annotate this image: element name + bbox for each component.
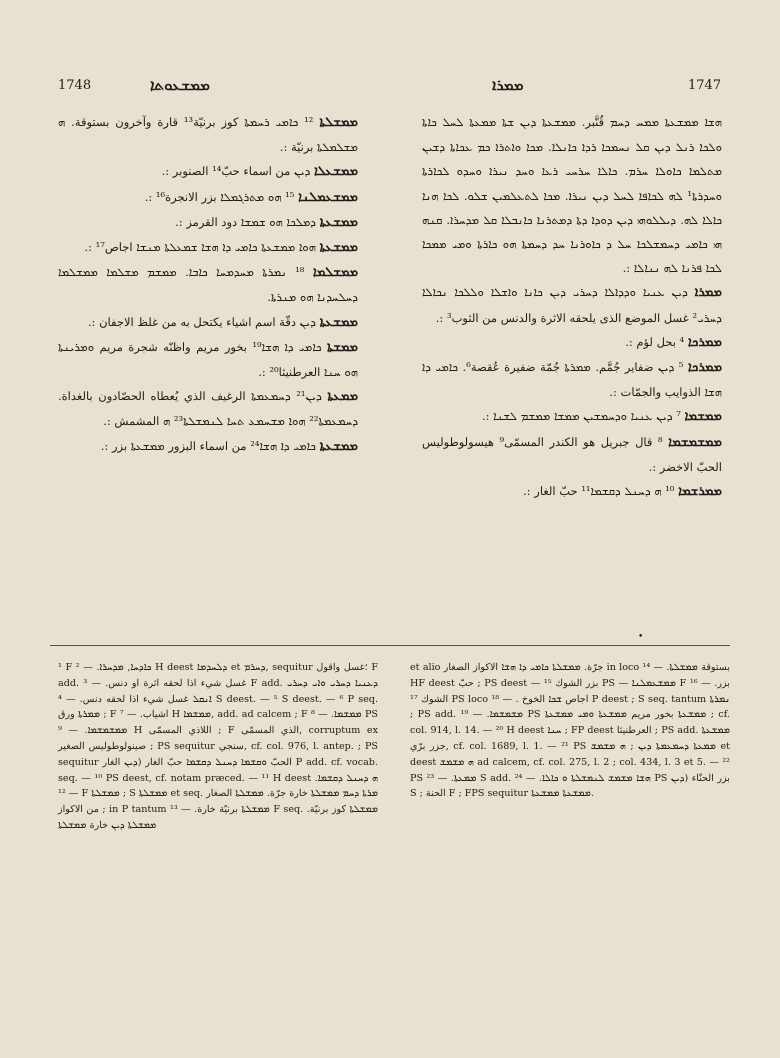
entry-lemma: ܡܡܫܥܬܐ — [319, 314, 358, 330]
right-page-number: 1747 — [688, 78, 722, 93]
entry-lemma: ܡܡܥܬܐ — [327, 389, 359, 405]
entry-text: ܕܝܢ ܥܢܝܐ ܘܕܕܐܠܐ ܕܚܪܝ ܕܝܢ ܟܐܢܐ ܘܐܫܠܐ ܘܠܠܟܐ ܢܟܐܠܐ ܕܚܪܝ² غسل الموضع الذى يلحقه الاثرة والدنس من الثوب³ :. — [422, 285, 722, 325]
entry — [58, 310, 358, 335]
entry-lemma: ܡܡܫܡܐ — [684, 409, 722, 425]
entry-lemma: ܡܡܫܠܬܐ — [319, 115, 358, 130]
entry-lemma: ܡܡܫܥܬܐ — [319, 214, 358, 230]
right-column — [422, 110, 722, 504]
entry — [58, 384, 358, 433]
entry-text: ⁵ ܕܝܢ ضفاير جُمَّم. ܡܡܪܬܐ جُمّة ضفيرة عُقصة⁶. ܟܐܡܝ ܕܐ ܗܫܐ الذوايب والجمّات :. — [422, 360, 722, 400]
entry-text: ܕܝܢ من اسماء حبّ¹⁴ الصنوبر :. — [161, 164, 311, 179]
entry — [58, 210, 358, 235]
entry — [422, 330, 722, 355]
entry-text: ¹⁵ ܗܘ ܡܬܪܓܡܠܐ بزر الانجرة¹⁶ :. — [144, 189, 295, 204]
entry — [58, 159, 358, 184]
entry — [58, 235, 358, 260]
entry-text: ܕܝܢ دقّة اسم اشياء يكتحل به من غلظ الاجفان :. — [87, 314, 316, 329]
entry — [422, 110, 722, 280]
entry — [58, 434, 358, 459]
entry-lemma: ܡܡܫܥܠܐ — [313, 164, 358, 180]
entry-text: ܕܡܠܟܐ ܗܘ ܫܡܫܐ دود القرمز :. — [175, 214, 316, 229]
ornament-dot: • — [638, 632, 644, 642]
entry — [422, 430, 722, 479]
entry — [422, 280, 722, 329]
entry — [422, 479, 722, 504]
entry-text: ܕܝܢ²¹ ܕܚܡܥܡܬܐ الرغيف الذي يُعطاه الحصّادون بالغداة. ܕܚܡܥܡܬܐ²² ܗܘܐ ܡܫܚܡܥ ܬܚܐ ܠܢܡܫܠܬܐ²³ ܗ المشمش :. — [58, 389, 358, 429]
entry-lemma: ܡܡܪܐ — [694, 285, 722, 301]
entry — [422, 404, 722, 429]
entry-text: ¹⁸ ܢܡܪܬܐ ܡܚܕܡܚܐ ܟܐܒܐ. ܡܡܫܡ ܡܫܠܡܐ ܡܡܫܠܡܐ ܕܚܠܚܕܢܐ ܗܘ ܡܢܪܬܐ. — [58, 265, 358, 305]
page-header — [0, 70, 780, 100]
entry-text: ܗܫܐ ܡܡܫܥܬܐ ܡܡܚ ܕܚܡ قُنَّبر. ܡܡܫܥܬܐ ܕܝܢ ܫܬܐ ܡܡܥܬܐ ܠܚܠ ܟܐܬܐ ܘܠܟܐ ܪܢܠ ܕܝܢ ܩܠ ܢܚܡܟܐ ܪܕܐ ܟܐܢܠܐ. ܡܟܐ ܘܐܬܪܐ ܟܡ ܥܟܐܬܐ ܕܫܝܢ ܡܬܠܡܐ ܟܐܘܠܐ ܚܪܡ. ܟܐܠܐ ܚܪܚܝ ܪܥܐ ܘܚܕ ܢܝܪܐ ܘܚܕܘ ܠܟܐܪܬܐ ܘܚܕܪܬܐ¹ ܠܗ ܠܟܐܦܐ ܠܚܠ ܕܝܢ ܢܝܪܐ. ܡܟܐ ܠܬܥܠܡܝܢ ܫܠܘ. ܠܟܐ ܗܢܐ ܟܐܠܐ ܠܗ. ܕܝܠܠܘܗܝ ܕܝܢ ܕܘܕܐ ܕܬܐ ܕܡܬܪܢܐ ܟܐܢܒܠܐ ܩܠ ܡܕܚܪܐ. ܩܢܗ ܗܝ ܟܐܡܝ ܕܚܡܫܠܟܐ ܚܠ ܕ ܟܐܘܪܢܐ ܚܕ ܕܚܡܬܐ ܗܘ ܟܐܪܬܐ ܘܡܝ ܡܡܟܐ ܠܟܐ ܦܪܢܐ ܠܗ ܢܢܐܠܐ :. — [422, 115, 722, 276]
left-page-number: 1748 — [58, 78, 92, 93]
entry-text: ¹² ܟܐܡܝ ܪܚܡܬܐ كوز برنيّة¹³ قارة وآخرون بستوقة. ܗ ܡܫܠܡܠܬܐ برنيّة :. — [58, 115, 358, 155]
entry-text: ¹⁰ ܗ ܕܚܢܠ ܕܩܫܡܐ¹¹ حبّ الغار :. — [523, 484, 675, 499]
entry — [58, 185, 358, 210]
entry-lemma: ܡܡܪܟܐ — [687, 360, 723, 376]
entry-text: ⁸ قال جبريل هو الكندر المسمّى⁹ هيسولوطوليس الحبّ الاخضر :. — [422, 434, 722, 474]
entry-lemma: ܡܡܪܟܐ — [687, 334, 722, 350]
footnotes-left: ¹ F ܟܐܕܚܐ, ܡܕܚܪܐ. — ² H deest ܕܠܚܕܡܐ et ܕܚܪܡ, sequitur ؛غسل واقول F add. غسل شيء اذا لحقه اثرة او دنس. — ³ F add. ܕܥܢܝܐ ܕܚܪܝ ܘܐܝ ܕܚܪܝ ܐܢܩܠ غسل شيء اذا لحقه دنس. — ⁴ S deest. — ⁵ S deest. — ⁶ P seq. ܡܡܪܬܐ ورق ; F اشياب. — ⁷ H ܡܡܫܡܐ, add. ad calcem ; F ܡܡܫܡܐ. — ⁸ PS ܡܡܫܡܫܡܐ. — ⁹ H اللاذي المسمّى ; F الذي المسمّى, corruptum ex صينولوطوليس الصغير ; PS sequitur سنجي, cf. col. 976, l. antep. ; PS sequitur الحبّ ܘܩܫܡܐ ܕܚܢܠ ܕܩܫܡܐ حبّ الغار (ܕܝܢ الغار P add. cf. vocab. seq. — ¹⁰ PS deest, cf. notam præced. — ¹¹ H deest ܗ ܕܚܢܠ ܕܩܫܡܐ. — ¹² F ܡܡܫܠܬܐ ; S ܡܡܫܠܬܐ et seq. ܡܪܬܐ ܕܚܡ ܡܡܫܠܬܐ خارة جرّة. ܡܡܫܠܬܐ الصغار من الاكواز ; in P tantum ܡܡܫܠܬܐ برنيّة خارة. — ¹³ F seq. ܡܡܫܠܬܐ كوز برنيّة. ܡܡܫܠܬܐ ܕܝܢ خارة ܡܡܫܠܬܐ — [58, 662, 379, 831]
entry-text: ⁷ ܕܝܢ ܥܢܝܐ ܘܕܚܡܫܝܢ ܡܡܫܐ ܡܡܫܡ ܠܫܢܐ :. — [481, 409, 681, 424]
entry-lemma: ܡܡܫܬܐ — [327, 339, 358, 355]
entry-text: ܗܘܐ ܡܡܫܥܬܐ ܟܐܡܝ ܕܐ ܗܫܐ ܫܡܥܠܬܐ ܡܢܫܐ اجاص¹⁷ :. — [84, 240, 316, 255]
entry-text: ܟܐܡܝ ܕܐ ܗܫܐ¹⁹ بخور مريم واظنّه شجرة مريم ܘܡܪܝܢܬܐ ܗܘ ܚܢܐ العرطنيثا²⁰ :. — [58, 339, 358, 380]
entry — [58, 335, 358, 384]
entry-text: ⁴ بحل لؤم :. — [625, 334, 685, 349]
footnotes-right: et alio جرّة. ܡܡܫܠܬܐ ܟܐܡܝ ܕܐ ܗܫܐ الاكواز الصغار in loco بستوقة ܡܡܫܠܬܐ. — ¹⁴ HF deest حبّ ; PS deest — بزر الشوك ¹⁵ PS — ܡܡܫܥܡܠܢܐ F ¹⁶ — .بزر الشوك ¹⁷ PS loco اجاص ܫܟܐ الخوخ . — ¹⁸ P deest ; S seq. tantum ܢܡܪܬܐ ; PS add. ܡܫܡܫܡܐ. — ¹⁹ PS ܡܡܫܥܬܐ بخور مريم ܡܡܫܥܬܐ ܘܡܝ ܡܡܫܥܬܐ ; cf. col. 914, l. 14. — ²⁰ H deest ܚܢܐ ; FP deest العرطنيثا ; PS add. ܡܡܫܥܬܐ جزر برّي, cf. col. 1689, l. 1. — ²¹ PS ܡܡܥܬܐ ܕܚܡܥܡܬܐ ܕܝܢ ; ܗ ܡܫܡܫ et deest ܗ ܡܫܡܫ ad calcem, cf. col. 275, l. 2 ; col. 434, l. 3 et 5. — ²² PS ܡܡܥܬܐ. — ²³ S add. ܗܫܐ ܡܫܡܫ ܠܢܡܫܠܬܐ ܘ ܟܐܠܐ. — ²⁴ PS بزر الحنّاء (ܕܝܢ S ; الحنة F ; FPS sequitur ܡܡܫܥܬܐ ܡܡܫܥܬܐ. — [410, 662, 731, 800]
entry — [58, 110, 358, 159]
footnote-divider — [50, 645, 730, 646]
left-column — [58, 110, 358, 459]
entry-lemma: ܡܡܫܡܫܡܐ — [668, 434, 722, 450]
right-running-head: ܡܡܪܐ — [492, 76, 524, 94]
entry-lemma: ܡܡܪܫܡܐ — [678, 484, 722, 500]
entry-lemma: ܡܡܫܥܬܐ — [319, 240, 358, 256]
entry-lemma: ܡܡܫܠܡܐ — [312, 265, 359, 281]
left-running-head: ܡܡܫܥܘܬܐ — [150, 76, 210, 94]
entry-lemma: ܡܡܫܥܡܠܢܐ — [298, 189, 358, 205]
entry — [422, 355, 722, 404]
entry-text: ܟܐܡܝ ܕܐ ܗܫܐ²⁴ من اسماء البزور ܡܡܫܥܬܐ بزر :. — [100, 438, 316, 453]
entry-lemma: ܡܡܫܥܬܐ — [319, 438, 358, 454]
entry — [58, 260, 358, 309]
